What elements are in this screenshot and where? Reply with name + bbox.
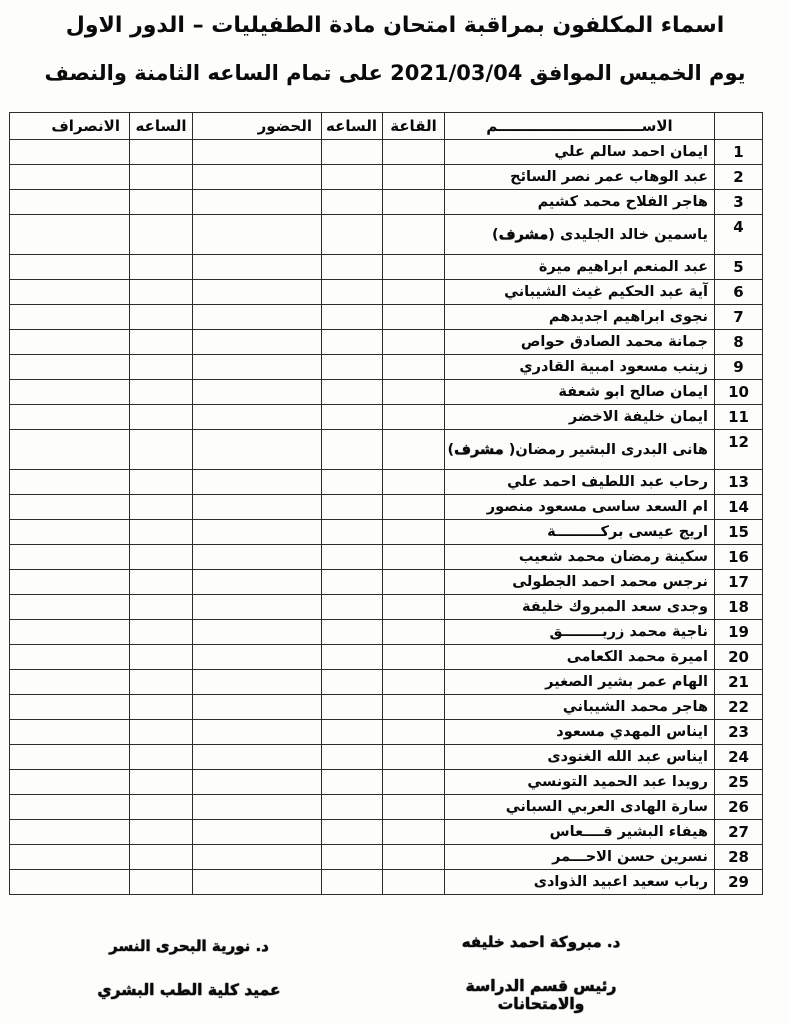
table-row: [10, 165, 763, 190]
row-number-cell: 28: [715, 845, 763, 870]
departure-cell: [10, 280, 130, 305]
header-hall: القاعة: [383, 113, 445, 140]
invigilator-name: جمانة محمد الصادق حواص: [520, 334, 708, 350]
hall-cell: [383, 330, 445, 355]
hall-cell: [383, 470, 445, 495]
attendance-cell: [193, 190, 322, 215]
departure-cell: [10, 720, 130, 745]
table-row: [10, 140, 763, 165]
name-cell: [445, 430, 715, 470]
hour-out-cell: [130, 305, 193, 330]
departure-cell: [10, 405, 130, 430]
invigilator-name: اريج عيسى بركـــــــــة: [547, 524, 708, 540]
departure-cell: [10, 470, 130, 495]
attendance-cell: [193, 620, 322, 645]
signature-title-right: رئيس قسم الدراسة والامتحانات: [465, 977, 617, 1013]
name-cell: [445, 745, 715, 770]
attendance-cell: [193, 545, 322, 570]
invigilator-name: آية عبد الحكيم غيث الشيباني: [504, 284, 708, 300]
name-cell: [445, 165, 715, 190]
hall-cell: [383, 255, 445, 280]
hour-out-cell: [130, 745, 193, 770]
invigilator-name: ياسمين خالد الجليدى (: [548, 226, 708, 243]
name-cell: [445, 795, 715, 820]
name-cell: [445, 255, 715, 280]
name-cell: [445, 645, 715, 670]
hall-cell: [383, 570, 445, 595]
hour-in-cell: [322, 380, 383, 405]
name-cell: [445, 190, 715, 215]
departure-cell: [10, 355, 130, 380]
invigilator-name: عبد المنعم ابراهيم ميرة: [538, 259, 708, 275]
hall-cell: [383, 215, 445, 255]
name-cell: [445, 495, 715, 520]
hour-in-cell: [322, 645, 383, 670]
hour-in-cell: [322, 355, 383, 380]
table-row: [10, 405, 763, 430]
row-number-cell: 8: [715, 330, 763, 355]
hour-in-cell: [322, 620, 383, 645]
table-row: [10, 745, 763, 770]
hall-cell: [383, 770, 445, 795]
signature-block-head-of-exams: [421, 933, 661, 1013]
document-title-line2: يوم الخميس الموافق 2021/03/04 على تمام الساعه الثامنة والنصف: [44, 61, 746, 85]
name-cell: [445, 695, 715, 720]
row-number-cell: 19: [715, 620, 763, 645]
hour-out-cell: [130, 215, 193, 255]
row-number-cell: 21: [715, 670, 763, 695]
table-row: [10, 520, 763, 545]
hour-in-cell: [322, 670, 383, 695]
name-cell: [445, 770, 715, 795]
name-cell: [445, 520, 715, 545]
hour-in-cell: [322, 305, 383, 330]
invigilator-name: رباب سعيد اعبيد الذوادى: [533, 874, 708, 890]
name-cell: [445, 330, 715, 355]
row-number-cell: 10: [715, 380, 763, 405]
hour-in-cell: [322, 215, 383, 255]
hour-in-cell: [322, 695, 383, 720]
name-suffix: ): [447, 441, 455, 458]
departure-cell: [10, 165, 130, 190]
invigilator-name: ايمان خليفة الاخضر: [568, 409, 708, 425]
hall-cell: [383, 140, 445, 165]
departure-cell: [10, 745, 130, 770]
row-number-cell: 2: [715, 165, 763, 190]
row-number-cell: 3: [715, 190, 763, 215]
invigilator-name: الهام عمر بشير الصغير: [545, 674, 708, 690]
departure-cell: [10, 305, 130, 330]
name-cell: [445, 405, 715, 430]
invigilator-name: عبد الوهاب عمر نصر السائح: [510, 169, 708, 185]
hall-cell: [383, 670, 445, 695]
header-name: الاســــــــــــــــــــــــــــم: [445, 113, 715, 140]
header-hour-in: الساعه: [322, 113, 383, 140]
departure-cell: [10, 330, 130, 355]
duty-table: [9, 112, 763, 895]
hall-cell: [383, 845, 445, 870]
row-number-cell: 6: [715, 280, 763, 305]
hour-in-cell: [322, 255, 383, 280]
hour-out-cell: [130, 330, 193, 355]
table-row: [10, 190, 763, 215]
departure-cell: [10, 695, 130, 720]
hour-out-cell: [130, 430, 193, 470]
departure-cell: [10, 595, 130, 620]
departure-cell: [10, 670, 130, 695]
hour-out-cell: [130, 645, 193, 670]
hall-cell: [383, 495, 445, 520]
supervisor-label: مشرف: [454, 441, 504, 458]
invigilator-name: نجوى ابراهيم اجديدهم: [548, 309, 708, 325]
name-cell: [445, 305, 715, 330]
table-row: [10, 215, 763, 255]
attendance-cell: [193, 280, 322, 305]
signature-name-left: د. نورية البحرى النسر: [109, 937, 269, 955]
hour-in-cell: [322, 190, 383, 215]
name-cell: [445, 870, 715, 895]
departure-cell: [10, 620, 130, 645]
hour-in-cell: [322, 405, 383, 430]
invigilator-name: نسرين حسن الاحـــمر: [552, 849, 708, 865]
invigilator-name: هاجر محمد الشيباني: [562, 699, 708, 715]
row-number-cell: 4: [715, 215, 763, 255]
table-row: [10, 595, 763, 620]
table-row: [10, 545, 763, 570]
hall-cell: [383, 545, 445, 570]
departure-cell: [10, 520, 130, 545]
table-row: [10, 330, 763, 355]
hall-cell: [383, 280, 445, 305]
invigilator-name: رويدا عبد الحميد التونسي: [527, 774, 708, 790]
invigilator-name: رحاب عبد اللطيف احمد علي: [507, 474, 708, 490]
table-row: [10, 795, 763, 820]
hour-in-cell: [322, 430, 383, 470]
hall-cell: [383, 695, 445, 720]
signature-title-left: عميد كلية الطب البشري: [97, 981, 281, 999]
hour-out-cell: [130, 355, 193, 380]
hour-in-cell: [322, 330, 383, 355]
table-row: [10, 620, 763, 645]
hour-in-cell: [322, 545, 383, 570]
attendance-cell: [193, 570, 322, 595]
invigilator-name: زينب مسعود امبية القادري: [519, 359, 708, 375]
table-row: [10, 695, 763, 720]
header-attendance: الحضور: [193, 113, 322, 140]
row-number-cell: 1: [715, 140, 763, 165]
attendance-cell: [193, 165, 322, 190]
name-cell: [445, 820, 715, 845]
hall-cell: [383, 820, 445, 845]
invigilator-name: نرجس محمد احمد الجطولى: [512, 574, 708, 590]
hour-out-cell: [130, 495, 193, 520]
hall-cell: [383, 795, 445, 820]
header-hour-out: الساعه: [130, 113, 193, 140]
document-title-line1: اسماء المكلفون بمراقبة امتحان مادة الطفيليات – الدور الاول: [65, 13, 725, 38]
row-number-cell: 27: [715, 820, 763, 845]
attendance-cell: [193, 595, 322, 620]
hall-cell: [383, 190, 445, 215]
departure-cell: [10, 495, 130, 520]
table-header: [10, 113, 763, 140]
attendance-cell: [193, 845, 322, 870]
table-row: [10, 845, 763, 870]
hour-out-cell: [130, 595, 193, 620]
row-number-cell: 22: [715, 695, 763, 720]
name-cell: [445, 545, 715, 570]
table-row: [10, 430, 763, 470]
hour-in-cell: [322, 820, 383, 845]
hour-out-cell: [130, 795, 193, 820]
hour-out-cell: [130, 820, 193, 845]
table-row: [10, 305, 763, 330]
attendance-cell: [193, 495, 322, 520]
attendance-cell: [193, 745, 322, 770]
hall-cell: [383, 595, 445, 620]
name-cell: [445, 845, 715, 870]
hour-out-cell: [130, 520, 193, 545]
hall-cell: [383, 870, 445, 895]
attendance-cell: [193, 430, 322, 470]
hall-cell: [383, 430, 445, 470]
table-body: [10, 140, 763, 895]
departure-cell: [10, 215, 130, 255]
hour-out-cell: [130, 720, 193, 745]
hour-out-cell: [130, 165, 193, 190]
hall-cell: [383, 520, 445, 545]
row-number-cell: 15: [715, 520, 763, 545]
hour-out-cell: [130, 380, 193, 405]
hour-in-cell: [322, 470, 383, 495]
hour-out-cell: [130, 670, 193, 695]
hour-in-cell: [322, 795, 383, 820]
table-row: [10, 670, 763, 695]
hour-in-cell: [322, 595, 383, 620]
hall-cell: [383, 620, 445, 645]
table-row: [10, 870, 763, 895]
departure-cell: [10, 190, 130, 215]
hall-cell: [383, 380, 445, 405]
attendance-cell: [193, 215, 322, 255]
row-number-cell: 13: [715, 470, 763, 495]
name-cell: [445, 140, 715, 165]
header-departure: الانصراف: [10, 113, 130, 140]
table-row: [10, 255, 763, 280]
hour-out-cell: [130, 870, 193, 895]
attendance-cell: [193, 695, 322, 720]
departure-cell: [10, 795, 130, 820]
invigilator-name: ناجية محمد زريــــــــق: [549, 624, 708, 640]
table-row: [10, 720, 763, 745]
hour-in-cell: [322, 495, 383, 520]
row-number-cell: 14: [715, 495, 763, 520]
invigilator-name: ام السعد ساسى مسعود منصور: [486, 499, 708, 515]
name-cell: [445, 355, 715, 380]
departure-cell: [10, 545, 130, 570]
row-number-cell: 20: [715, 645, 763, 670]
hour-in-cell: [322, 845, 383, 870]
name-cell: [445, 280, 715, 305]
attendance-cell: [193, 795, 322, 820]
departure-cell: [10, 770, 130, 795]
signature-block-dean: [69, 937, 309, 999]
name-cell: [445, 570, 715, 595]
invigilator-name: وجدى سعد المبروك خليفة: [522, 599, 708, 615]
table-row: [10, 280, 763, 305]
name-cell: [445, 720, 715, 745]
table-row: [10, 645, 763, 670]
attendance-cell: [193, 670, 322, 695]
row-number-cell: 5: [715, 255, 763, 280]
row-number-cell: 29: [715, 870, 763, 895]
invigilator-name: اميرة محمد الكعامى: [566, 649, 708, 665]
name-cell: [445, 620, 715, 645]
hour-in-cell: [322, 165, 383, 190]
attendance-cell: [193, 380, 322, 405]
row-number-cell: 23: [715, 720, 763, 745]
row-number-cell: 17: [715, 570, 763, 595]
invigilator-name: هاجر الفلاح محمد كشيم: [537, 194, 708, 210]
name-cell: [445, 595, 715, 620]
row-number-cell: 25: [715, 770, 763, 795]
invigilator-name: هيفاء البشير قــــعاس: [549, 824, 708, 840]
attendance-cell: [193, 720, 322, 745]
hour-out-cell: [130, 280, 193, 305]
hour-out-cell: [130, 770, 193, 795]
row-number-cell: 11: [715, 405, 763, 430]
hour-in-cell: [322, 745, 383, 770]
signature-name-right: د. مبروكة احمد خليفه: [461, 933, 621, 951]
hall-cell: [383, 305, 445, 330]
supervisor-label: مشرف: [498, 226, 549, 243]
departure-cell: [10, 380, 130, 405]
hour-in-cell: [322, 870, 383, 895]
row-number-cell: 18: [715, 595, 763, 620]
hour-out-cell: [130, 695, 193, 720]
invigilator-name: ايمان احمد سالم علي: [554, 144, 708, 160]
name-cell: [445, 670, 715, 695]
departure-cell: [10, 430, 130, 470]
attendance-cell: [193, 870, 322, 895]
hour-in-cell: [322, 520, 383, 545]
name-suffix: ): [492, 226, 499, 243]
hour-in-cell: [322, 720, 383, 745]
hall-cell: [383, 720, 445, 745]
table-row: [10, 355, 763, 380]
hall-cell: [383, 405, 445, 430]
attendance-cell: [193, 330, 322, 355]
hall-cell: [383, 745, 445, 770]
hall-cell: [383, 645, 445, 670]
hour-out-cell: [130, 255, 193, 280]
departure-cell: [10, 845, 130, 870]
hour-out-cell: [130, 190, 193, 215]
attendance-cell: [193, 355, 322, 380]
attendance-cell: [193, 140, 322, 165]
hour-out-cell: [130, 845, 193, 870]
table-row: [10, 380, 763, 405]
invigilator-name: ايمان صالح ابو شعفة: [558, 384, 708, 400]
hall-cell: [383, 165, 445, 190]
hour-in-cell: [322, 570, 383, 595]
departure-cell: [10, 820, 130, 845]
hour-out-cell: [130, 405, 193, 430]
header-row: [10, 113, 763, 140]
departure-cell: [10, 870, 130, 895]
attendance-cell: [193, 770, 322, 795]
duty-table-container: [9, 112, 763, 895]
departure-cell: [10, 570, 130, 595]
hour-out-cell: [130, 470, 193, 495]
row-number-cell: 24: [715, 745, 763, 770]
departure-cell: [10, 645, 130, 670]
attendance-cell: [193, 820, 322, 845]
attendance-cell: [193, 520, 322, 545]
attendance-cell: [193, 405, 322, 430]
row-number-cell: 16: [715, 545, 763, 570]
hour-in-cell: [322, 140, 383, 165]
attendance-cell: [193, 255, 322, 280]
row-number-cell: 26: [715, 795, 763, 820]
attendance-cell: [193, 645, 322, 670]
name-cell: [445, 470, 715, 495]
table-row: [10, 470, 763, 495]
hour-in-cell: [322, 280, 383, 305]
table-row: [10, 770, 763, 795]
departure-cell: [10, 255, 130, 280]
name-cell: [445, 380, 715, 405]
table-row: [10, 495, 763, 520]
invigilator-name: ايناس المهدي مسعود: [556, 724, 708, 740]
hour-out-cell: [130, 140, 193, 165]
table-row: [10, 570, 763, 595]
invigilator-name: هانى البدرى البشير رمضان(: [503, 441, 708, 458]
hour-out-cell: [130, 620, 193, 645]
invigilator-name: سكينة رمضان محمد شعيب: [518, 549, 708, 565]
hour-out-cell: [130, 570, 193, 595]
row-number-cell: 9: [715, 355, 763, 380]
hour-out-cell: [130, 545, 193, 570]
hall-cell: [383, 355, 445, 380]
invigilator-name: ايناس عبد الله الغنودى: [547, 749, 708, 765]
invigilator-name: سارة الهادى العربي السباني: [505, 799, 708, 815]
header-row-number: [715, 113, 763, 140]
table-row: [10, 820, 763, 845]
name-cell: [445, 215, 715, 255]
hour-in-cell: [322, 770, 383, 795]
attendance-cell: [193, 470, 322, 495]
departure-cell: [10, 140, 130, 165]
attendance-cell: [193, 305, 322, 330]
row-number-cell: 7: [715, 305, 763, 330]
row-number-cell: 12: [715, 430, 763, 470]
